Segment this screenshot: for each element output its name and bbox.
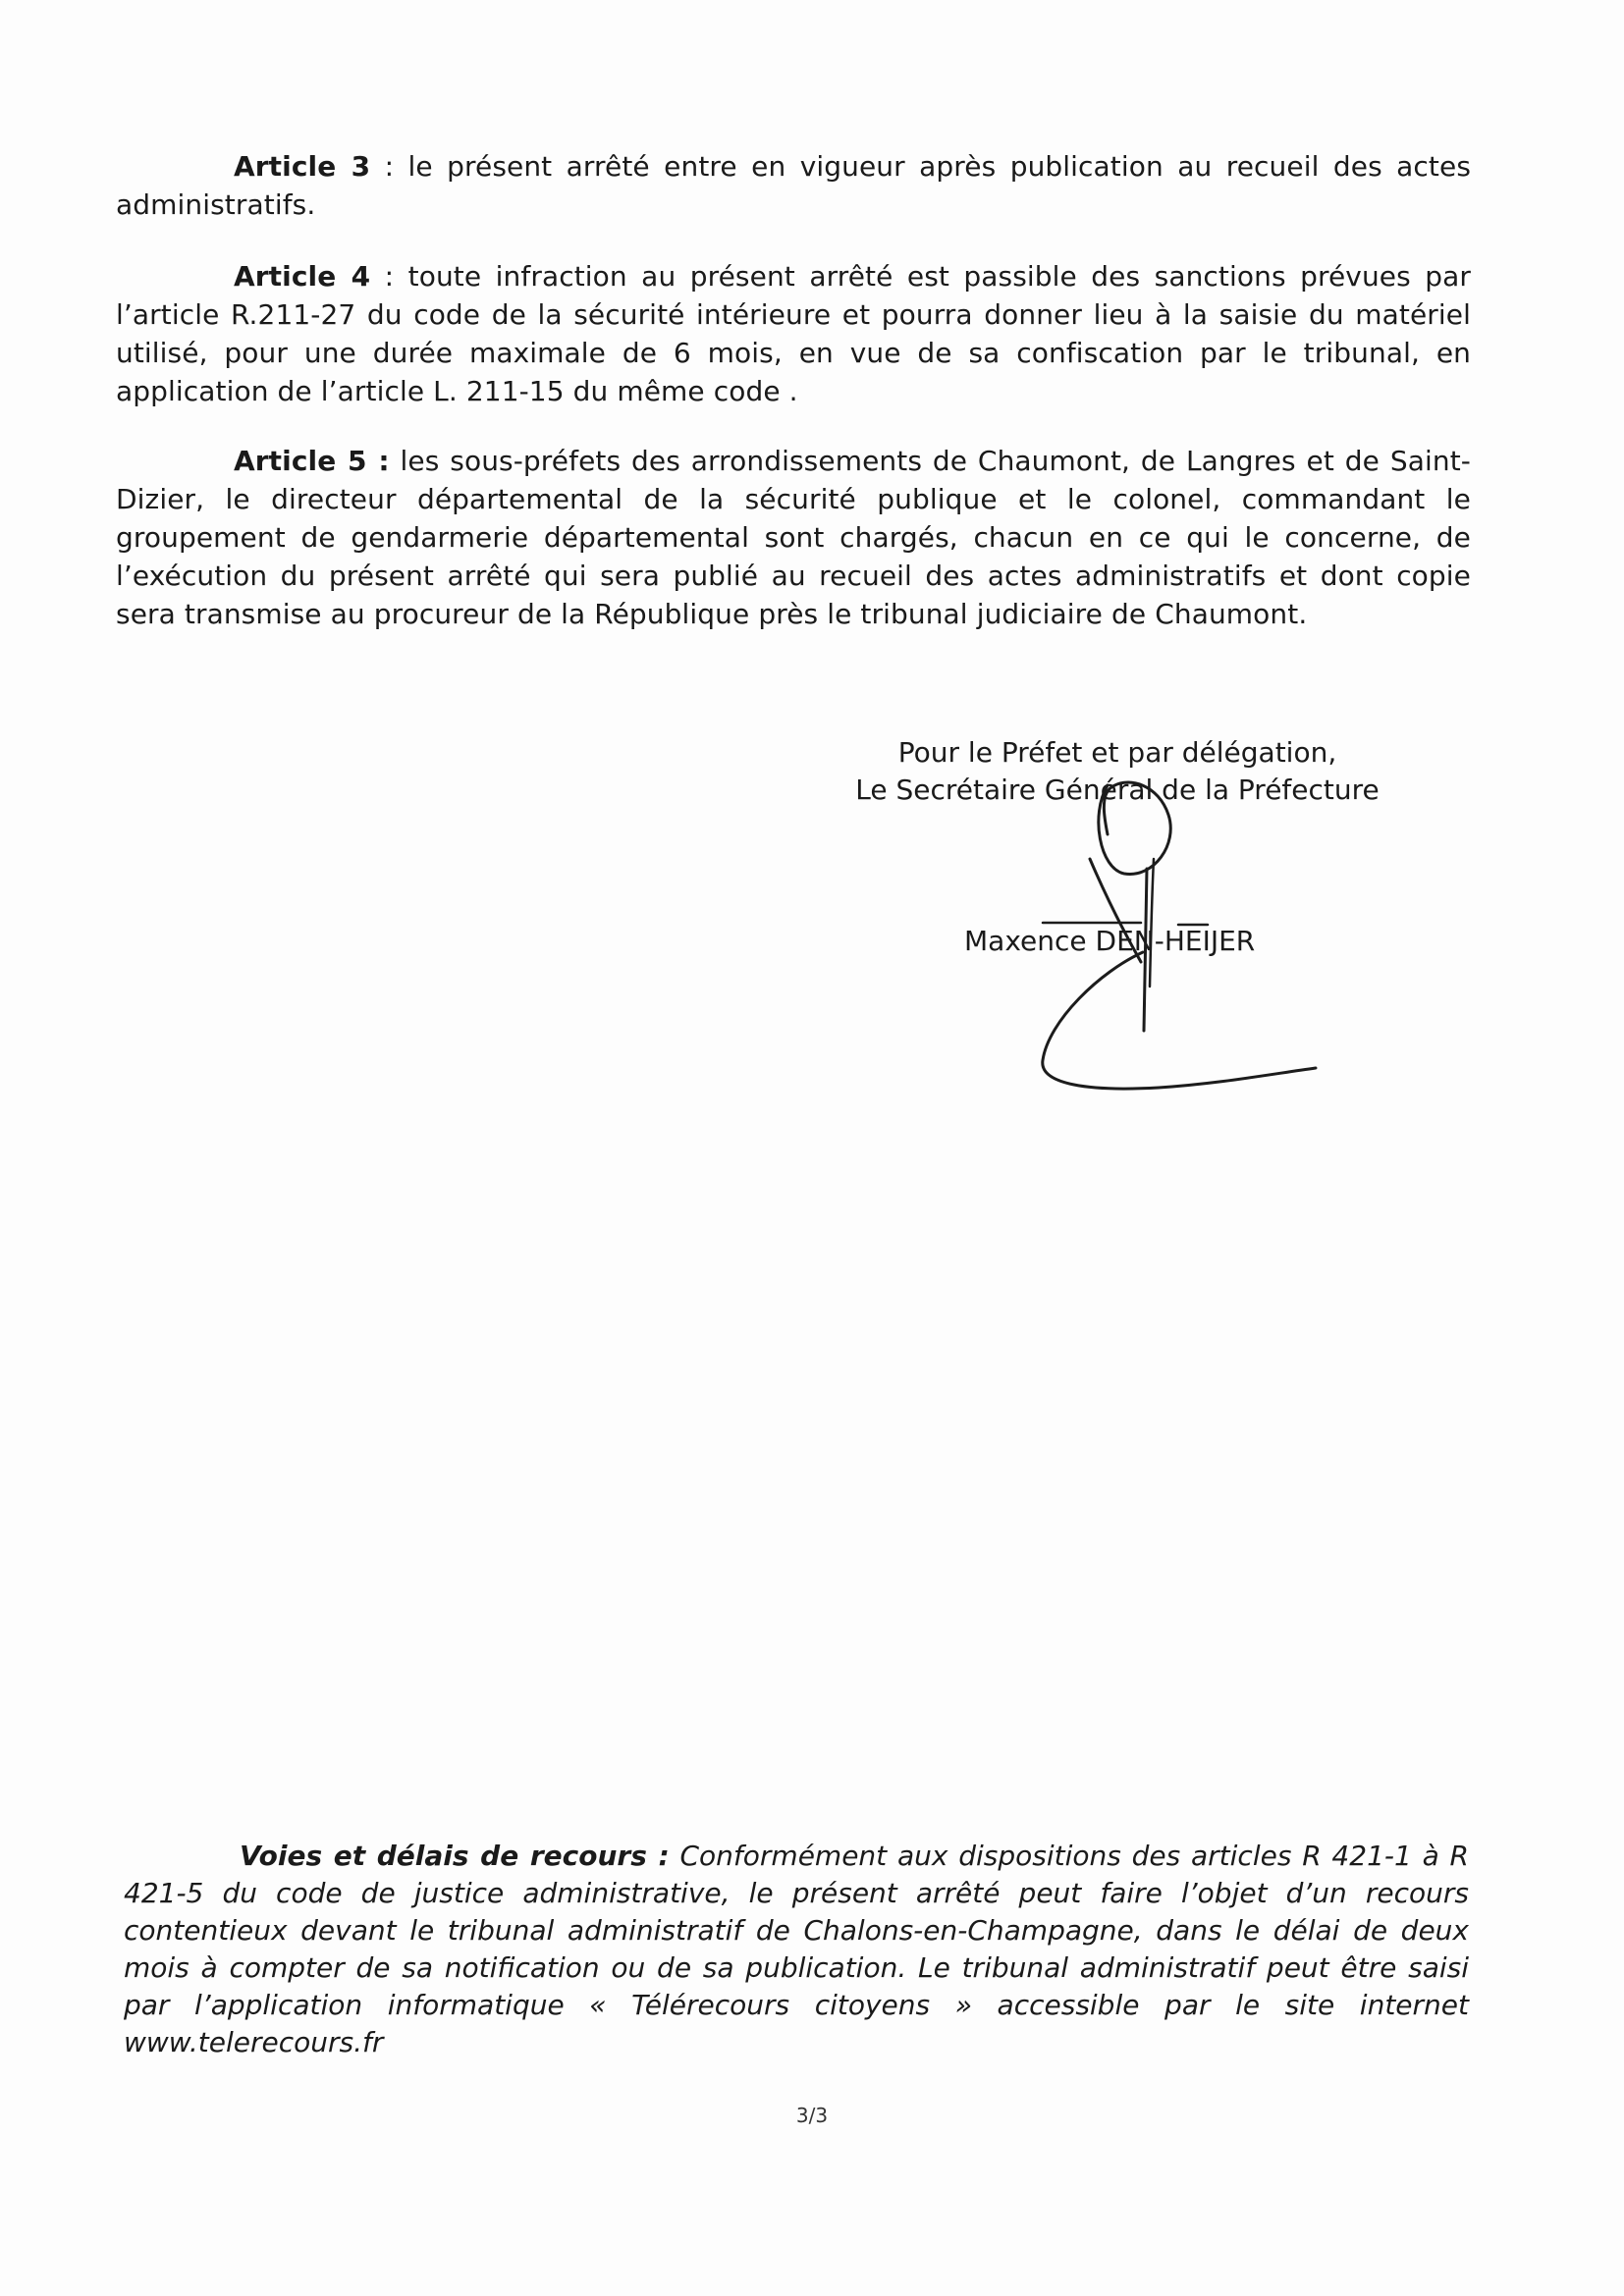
article-5-paragraph bbox=[116, 442, 1471, 633]
page-number: 3/3 bbox=[795, 2104, 829, 2127]
recours-section bbox=[124, 1838, 1469, 2061]
article-4-text: : toute infraction au présent arrêté est passible des sanctions prévues par l’article R.211-27 du code de la sécurité intérieure et pourra donner lieu à la saisie du matériel utilisé, pour une durée maximale de 6 mois, en vue de sa confiscation par le tribunal, en application de l’article L. 211-15 du même code . bbox=[116, 260, 1472, 407]
recours-paragraph bbox=[124, 1838, 1469, 2061]
signature-block bbox=[842, 734, 1392, 809]
article-4 bbox=[116, 257, 1471, 410]
article-3-label: Article 3 bbox=[234, 150, 371, 183]
article-5 bbox=[116, 442, 1471, 633]
article-4-label: Article 4 bbox=[234, 260, 371, 293]
article-3-paragraph bbox=[116, 147, 1471, 224]
signature-line-1: Pour le Préfet et par délégation, bbox=[897, 736, 1337, 769]
signer-name: Maxence DEN-HEIJER bbox=[964, 925, 1256, 957]
article-3 bbox=[116, 147, 1471, 224]
article-4-paragraph bbox=[116, 257, 1471, 410]
recours-label: Voies et délais de recours : bbox=[240, 1840, 670, 1872]
article-3-text: : le présent arrêté entre en vigueur après publication au recueil des actes administratifs. bbox=[116, 150, 1472, 221]
signature-line-2: Le Secrétaire Général de la Préfecture bbox=[855, 774, 1380, 806]
recours-text: Conformément aux dispositions des articles R 421-1 à R 421-5 du code de justice administrative, le présent arrêté peut faire l’objet d’un recours contentieux devant le tribunal administratif de Chalons-en-Champagne, dans le délai de deux mois à compter de sa notification ou de sa publication. Le tribunal administratif peut être saisi par l’application informatique « Télérecours citoyens » accessible par le site internet www.telerecours.fr bbox=[124, 1840, 1469, 2058]
article-5-text: les sous-préfets des arrondissements de Chaumont, de Langres et de Saint-Dizier, le directeur départemental de la sécurité publique et le colonel, commandant le groupement de gendarmerie départemental sont chargés, chacun en ce qui le concerne, de l’exécution du présent arrêté qui sera publié au recueil des actes administratifs et dont copie sera transmise au procureur de la République près le tribunal judiciaire de Chaumont. bbox=[116, 445, 1471, 630]
article-5-label: Article 5 : bbox=[234, 445, 390, 477]
